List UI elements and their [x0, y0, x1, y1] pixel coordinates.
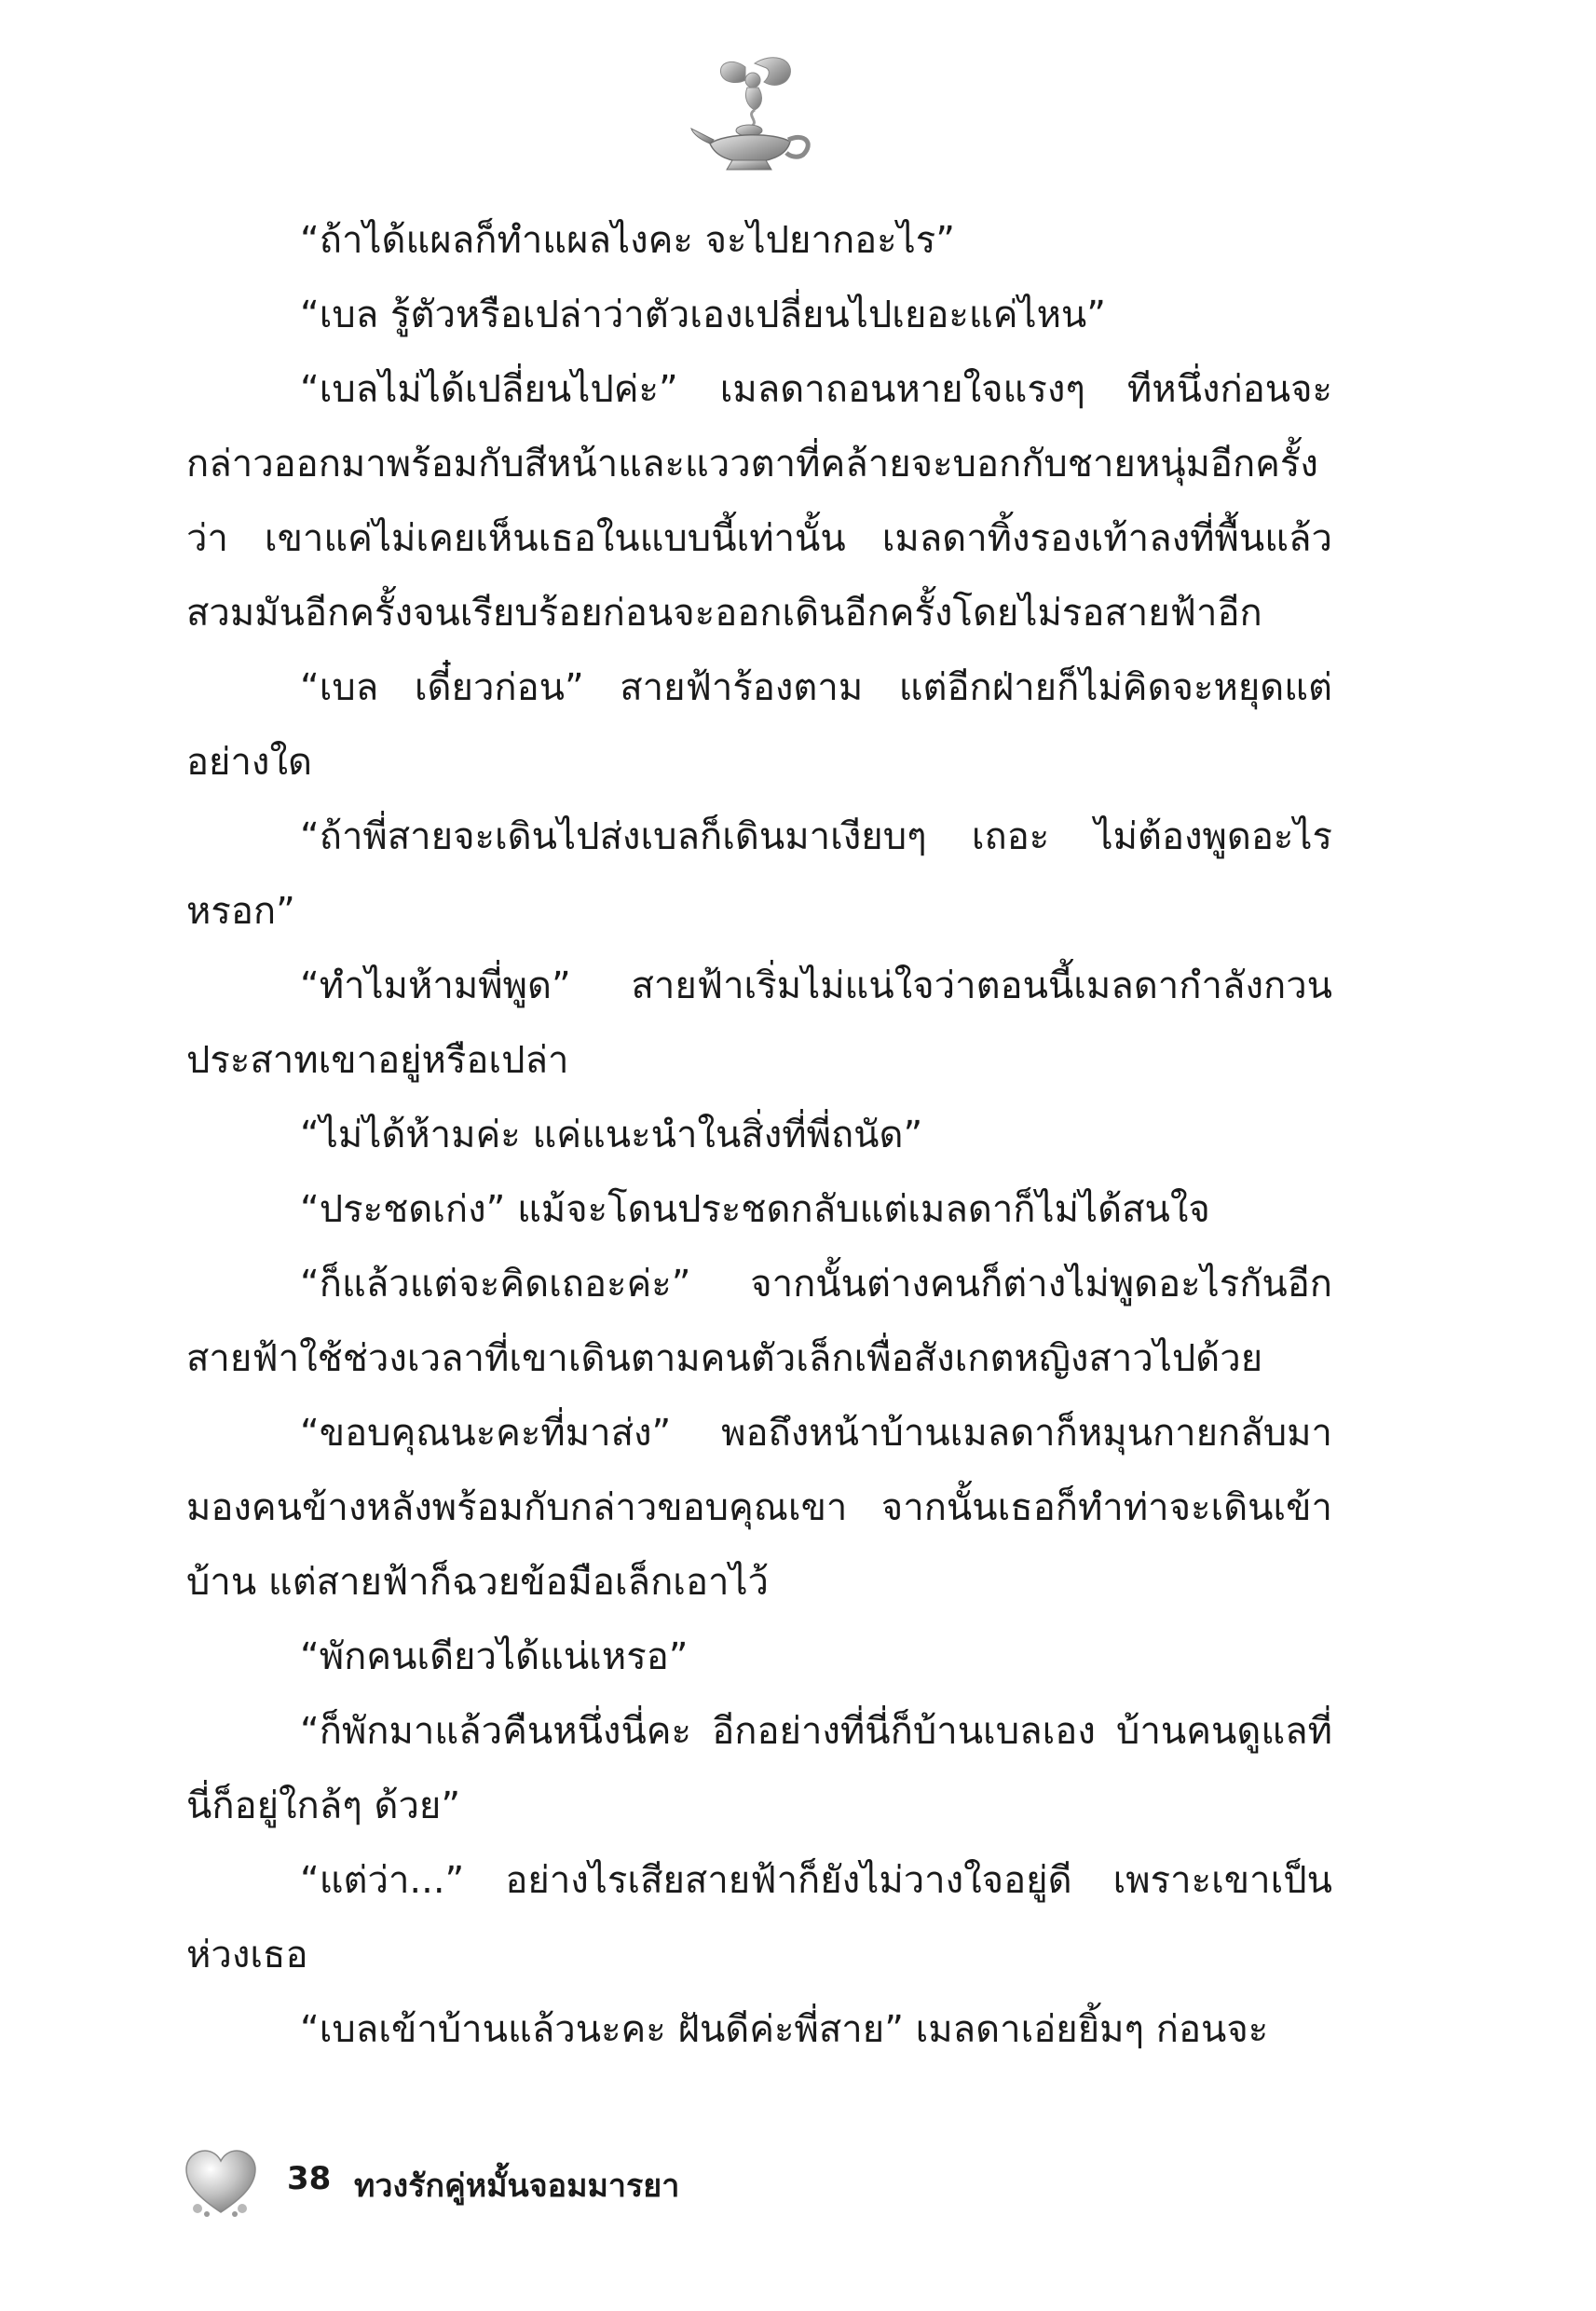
paragraph: “ถ้าได้แผลก็ทำแผลไงคะ จะไปยากอะไร” [300, 219, 955, 262]
paragraph: “เบลเข้าบ้านแล้วนะคะ ฝันดีค่ะพี่สาย” เมลดาเอ่ยยิ้มๆ ก่อนจะ [300, 2008, 1269, 2051]
paragraph: “ขอบคุณนะคะที่มาส่ง” พอถึงหน้าบ้านเมลดาก็หมุนกายกลับมามองคนข้างหลังพร้อมกับกล่าวขอบคุณเขา จากนั้นเธอก็ทำท่าจะเดินเข้าบ้าน แต่สายฟ้าก็ฉวยข้อมือเล็กเอาไว้ [186, 1412, 1332, 1604]
paragraph: “เบล เดี๋ยวก่อน” สายฟ้าร้องตาม แต่อีกฝ่ายก็ไม่คิดจะหยุดแต่อย่างใด [186, 666, 1332, 784]
paragraph: “ไม่ได้ห้ามค่ะ แค่แนะนำในสิ่งที่พี่ถนัด” [300, 1114, 923, 1156]
paragraph: “เบลไม่ได้เปลี่ยนไปค่ะ” เมลดาถอนหายใจแรงๆ ทีหนึ่งก่อนจะกล่าวออกมาพร้อมกับสีหน้าและแววตาที่คล้ายจะบอกกับชายหนุ่มอีกครั้งว่า เขาแค่ไม่เคยเห็นเธอในแบบนี้เท่านั้น เมลดาทิ้งรองเท้าลงที่พื้นแล้วสวมมันอีกครั้งจนเรียบร้อยก่อนจะออกเดินอีกครั้งโดยไม่รอสายฟ้าอีก [186, 368, 1332, 635]
paragraph: “เบล รู้ตัวหรือเปล่าว่าตัวเองเปลี่ยนไปเยอะแค่ไหน” [300, 294, 1106, 336]
paragraph: “ก็แล้วแต่จะคิดเถอะค่ะ” จากนั้นต่างคนก็ต่างไม่พูดอะไรกันอีกสายฟ้าใช้ช่วงเวลาที่เขาเดินตามคนตัวเล็กเพื่อสังเกตหญิงสาวไปด้วย [186, 1263, 1332, 1380]
paragraph: “พักคนเดียวได้แน่เหรอ” [300, 1635, 689, 1678]
paragraph: “ประชดเก่ง” แม้จะโดนประชดกลับแต่เมลดาก็ไม่ได้สนใจ [300, 1188, 1210, 1231]
page-footer [183, 2143, 1021, 2227]
heart-icon [183, 2147, 259, 2220]
page-number: 38 [287, 2160, 332, 2197]
paragraph: “ทำไมห้ามพี่พูด” สายฟ้าเริ่มไม่แน่ใจว่าตอนนี้เมลดากำลังกวนประสาทเขาอยู่หรือเปล่า [186, 964, 1332, 1082]
body-text [186, 203, 1332, 2067]
book-title: ทวงรักคู่หมั้นจอมมารยา [354, 2167, 680, 2205]
paragraph: “ถ้าพี่สายจะเดินไปส่งเบลก็เดินมาเงียบๆ เถอะ ไม่ต้องพูดอะไรหรอก” [186, 815, 1332, 933]
paragraph: “แต่ว่า...” อย่างไรเสียสายฟ้าก็ยังไม่วางใจอยู่ดี เพราะเขาเป็นห่วงเธอ [186, 1859, 1332, 1976]
paragraph: “ก็พักมาแล้วคืนหนึ่งนี่คะ อีกอย่างที่นี่ก็บ้านเบลเอง บ้านคนดูแลที่นี่ก็อยู่ใกล้ๆ ด้วย” [186, 1710, 1332, 1827]
lamp-cupid-ornament-icon [689, 54, 820, 175]
